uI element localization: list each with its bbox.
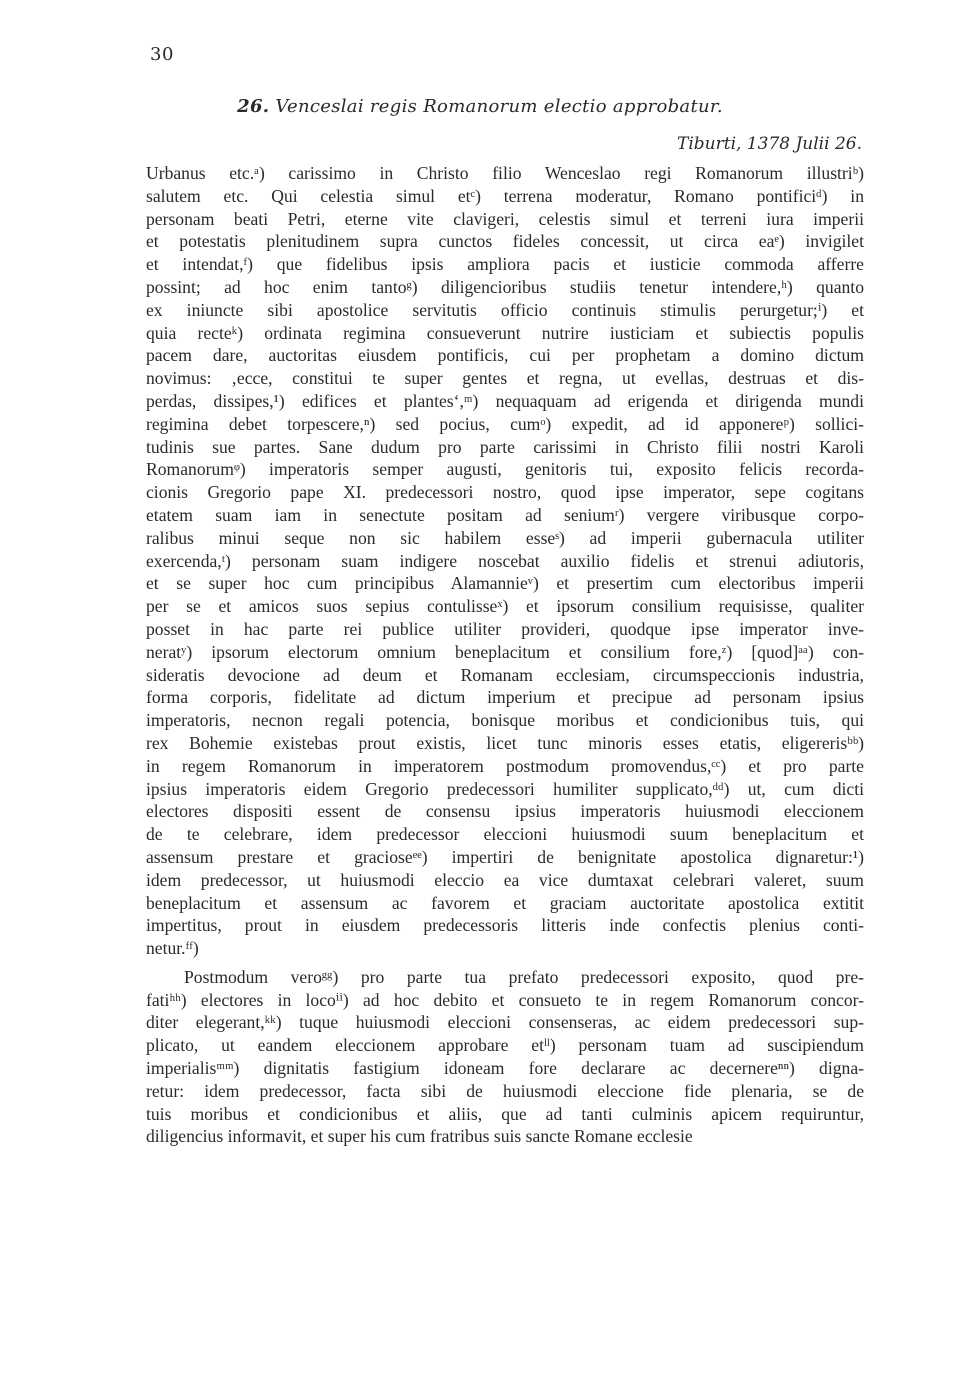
text-line: per se et amicos suos sepius contulisseˣ) et ipsorum consilium requisisse, qualiter: [146, 596, 864, 617]
text-line: impertitus, prout in eiusdem predecessoris litteris inde confectis plenius conti-: [146, 915, 864, 936]
text-line: in regem Romanorum in imperatorem postmodum promovendus,ᶜᶜ) et pro parte: [146, 755, 864, 776]
text-line: retur: idem predecessor, facta sibi de huiusmodi eleccione fide plenaria, se de: [146, 1080, 864, 1101]
document-number: 26.: [237, 96, 270, 117]
text-line: perdas, dissipes,¹) edifices et plantes‘,ᵐ) nequaquam ad erigenda et dirigenda mundi: [146, 390, 864, 411]
paragraph: [146, 966, 864, 1148]
text-line: electores dispositi essent de consensu ipsius imperatoris huiusmodi eleccionem: [146, 801, 864, 822]
text-line: plicato, ut eandem eleccionem approbare etˡˡ) personam tuam ad suscipiendum: [146, 1035, 864, 1056]
document-heading: [0, 96, 960, 117]
text-line: novimus: ‚ecce, constitui te super gentes et regna, ut evellas, destruas et dis-: [146, 368, 864, 389]
text-line: regimina debet torpescere,ⁿ) sed pocius, cumᵒ) expedit, ad id apponereᵖ) sollici-: [146, 413, 864, 434]
text-line: sideratis devocione ad deum et Romanam ecclesiam, circumspeccionis industria,: [146, 664, 864, 685]
text-line: ipsius imperatoris eidem Gregorio predecessori humiliter supplicato,ᵈᵈ) ut, cum dicti: [146, 778, 864, 799]
text-line: beneplacitum et assensum ac favorem et graciam auctoritate apostolica extitit: [146, 892, 864, 913]
text-line: Postmodum veroᵍᵍ) pro parte tua prefato predecessori exposito, quod pre-: [184, 966, 864, 987]
text-line: imperialisᵐᵐ) dignitatis fastigium idoneam fore declarare ac decernereⁿⁿ) digna-: [146, 1058, 864, 1079]
text-line: et se super hoc cum principibus Alamannieᵛ) et presertim cum electoribus imperii: [146, 573, 864, 594]
text-line: pacem dare, auctoritas eiusdem pontificis, cui per prophetam a domino dictum: [146, 345, 864, 366]
document-body: [146, 162, 864, 1148]
text-line: exercenda,ᵗ) personam suam indigere noscebat auxilio fidelis et strenui adiutoris,: [146, 550, 864, 571]
text-line: assensum prestare et gracioseᵉᵉ) impertiri de benignitate apostolica dignaretur:¹): [146, 846, 864, 867]
text-line: personam beati Petri, eterne vite clavigeri, celestis simul et terreni iura imperii: [146, 208, 864, 229]
text-line: Romanorumᵠ) imperatoris semper augusti, genitoris tui, exposito felicis recorda-: [146, 459, 864, 480]
text-line: diligencius informavit, et super his cum fratribus suis sancte Romane ecclesie: [146, 1126, 693, 1147]
text-line: neratʸ) ipsorum electorum omnium beneplacitum et consilium fore,ᶻ) [quod]ᵃᵃ) con-: [146, 641, 864, 662]
text-line: tudinis sue partes. Sane dudum pro parte carissimi in Christo filii nostri Karoli: [146, 436, 864, 457]
text-line: cionis Gregorio pape XI. predecessori nostro, quod ipse imperator, sepe cogitans: [146, 482, 864, 503]
text-line: posset in hac parte rei publice utiliter provideri, quodque ipse imperator inve-: [146, 618, 864, 639]
text-line: idem predecessor, ut huiusmodi eleccio ea vice dumtaxat celebrari valeret, suum: [146, 869, 864, 890]
text-line: et potestatis plenitudinem supra cunctos fideles concessit, ut circa eaᵉ) invigilet: [146, 231, 864, 252]
text-line: netur.ᶠᶠ): [146, 938, 199, 959]
text-line: diter elegerant,ᵏᵏ) tuque huiusmodi eleccioni consenseras, ac eidem predecessori sup-: [146, 1012, 864, 1033]
text-line: imperatoris, necnon regali potencia, bonisque moribus et condicionibus tuis, qui: [146, 710, 864, 731]
text-line: ex iniuncte sibi apostolice servitutis officio continuis stimulis perurgetur;ⁱ) et: [146, 299, 864, 320]
text-line: Urbanus etc.ᵃ) carissimo in Christo filio Wenceslao regi Romanorum illustriᵇ): [146, 163, 864, 183]
text-line: fatiʰʰ) electores in locoⁱⁱ) ad hoc debito et consueto te in regem Romanorum concor-: [146, 989, 864, 1010]
text-line: ralibus minui seque non sic habilem esseˢ) ad imperii gubernacula utiliter: [146, 527, 864, 548]
text-line: forma corporis, fidelitate ad dictum imperium et precipue ad personam ipsius: [146, 687, 864, 708]
text-line: etatem suam iam in senectute positam ad seniumʳ) vergere viribusque corpo-: [146, 504, 864, 525]
text-line: tuis moribus et condicionibus et aliis, que ad tanti culminis apicem requiruntur,: [146, 1103, 864, 1124]
text-line: salutem etc. Qui celestia simul etᶜ) terrena moderatur, Romano pontificiᵈ) in: [146, 185, 864, 206]
paragraph: [146, 162, 864, 960]
dateline: Tiburti, 1378 Julii 26.: [677, 134, 862, 154]
text-line: rex Bohemie existebas prout existis, licet tunc minoris esses etatis, eligererisᵇᵇ): [146, 732, 864, 753]
text-line: quia recteᵏ) ordinata regimina consueverunt nutrire iusticiam et subiectis populis: [146, 322, 864, 343]
text-line: de te celebrare, idem predecessor eleccioni huiusmodi suum beneplacitum et: [146, 824, 864, 845]
document-title: Venceslai regis Romanorum electio approbatur.: [275, 96, 723, 117]
text-line: et intendat,ᶠ) que fidelibus ipsis ampliora pacis et iusticie commoda afferre: [146, 254, 864, 275]
text-line: possint; ad hoc enim tantoᵍ) diligencioribus studiis tenetur intendere,ʰ) quanto: [146, 276, 864, 297]
page-number: 30: [150, 44, 174, 65]
